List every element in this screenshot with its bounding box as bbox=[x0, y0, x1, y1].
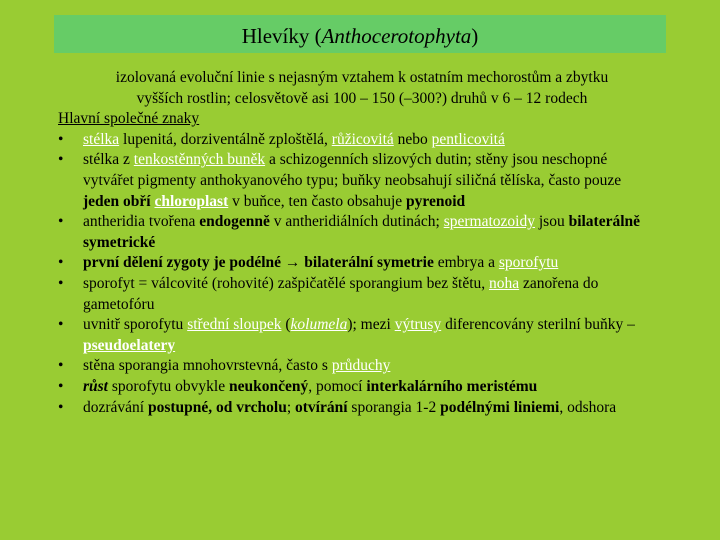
term-link[interactable]: kolumela bbox=[290, 316, 348, 334]
bullet-icon: • bbox=[58, 357, 64, 375]
title-main: Hlevíky ( bbox=[241, 24, 322, 48]
title-latin: Anthocerotophyta bbox=[321, 24, 472, 48]
emphasis-text: podélnými liniemi bbox=[440, 398, 560, 416]
emphasis-text: růst bbox=[83, 377, 108, 395]
intro-line-2: vyšších rostlin; celosvětově asi 100 – 150 (–300?) druhů v 6 – 12 rodech bbox=[136, 89, 588, 107]
emphasis-text: první dělení zygoty je podélné → bilaterální symetrie bbox=[83, 254, 434, 272]
emphasis-text: jeden obří bbox=[83, 192, 151, 210]
term-link[interactable]: střední sloupek bbox=[187, 316, 282, 334]
feature-item bbox=[58, 315, 658, 356]
emphasis-text: otvírání bbox=[295, 398, 348, 416]
term-link[interactable]: pseudoelatery bbox=[83, 336, 176, 354]
term-link[interactable]: sporofytu bbox=[498, 254, 559, 272]
term-link[interactable]: spermatozoidy bbox=[443, 213, 535, 231]
emphasis-text: postupné, od vrcholu bbox=[147, 398, 287, 416]
bullet-icon: • bbox=[58, 316, 64, 334]
term-link[interactable]: chloroplast bbox=[154, 192, 229, 210]
feature-item bbox=[58, 274, 658, 315]
item-text: v antheridiálních dutinách; bbox=[269, 213, 444, 231]
term-link[interactable]: tenkostěnných buněk bbox=[133, 151, 266, 169]
term-link[interactable]: noha bbox=[489, 274, 520, 292]
slide-body bbox=[58, 68, 658, 418]
item-text: embrya a bbox=[433, 254, 499, 272]
term-link[interactable]: výtrusy bbox=[394, 316, 442, 334]
item-text: sporangia 1-2 bbox=[347, 398, 441, 416]
slide-title bbox=[54, 15, 666, 53]
bullet-icon: • bbox=[58, 398, 64, 416]
item-text: antheridia tvořena bbox=[83, 213, 200, 231]
feature-item bbox=[58, 150, 658, 212]
item-text: uvnitř sporofytu bbox=[83, 316, 188, 334]
item-text: nebo bbox=[393, 130, 432, 148]
item-text: jsou bbox=[534, 213, 569, 231]
bullet-icon: • bbox=[58, 254, 64, 272]
bullet-icon: • bbox=[58, 151, 64, 169]
item-text: dozrávání bbox=[83, 398, 148, 416]
item-text: v buňce, ten často obsahuje bbox=[228, 192, 407, 210]
item-text: ; bbox=[286, 398, 295, 416]
feature-list bbox=[58, 130, 658, 418]
emphasis-text: endogenně bbox=[199, 213, 270, 231]
term-link[interactable]: průduchy bbox=[331, 357, 391, 375]
emphasis-text: interkalárního meristému bbox=[366, 377, 538, 395]
item-text: stěna sporangia mnohovrstevná, často s bbox=[83, 357, 332, 375]
feature-item bbox=[58, 212, 658, 253]
item-text: lupenitá, dorziventálně zploštělá, bbox=[119, 130, 332, 148]
item-text: stélka z bbox=[83, 151, 134, 169]
features-heading: Hlavní společné znaky bbox=[58, 110, 200, 128]
feature-item bbox=[58, 356, 658, 377]
title-close: ) bbox=[471, 24, 479, 48]
bullet-icon: • bbox=[58, 274, 64, 292]
feature-item bbox=[58, 253, 658, 274]
feature-item bbox=[58, 130, 658, 151]
emphasis-text: pyrenoid bbox=[406, 192, 466, 210]
item-text: zanořena do gametofóru bbox=[83, 274, 599, 313]
bullet-icon: • bbox=[58, 377, 64, 395]
item-text: sporofytu obvykle bbox=[108, 377, 229, 395]
bullet-icon: • bbox=[58, 130, 64, 148]
item-text: sporofyt = válcovité (rohovité) zašpičatělé sporangium bez štětu, bbox=[83, 274, 490, 292]
feature-item bbox=[58, 377, 658, 398]
emphasis-text: bilaterálně symetrické bbox=[83, 213, 641, 251]
intro-paragraph bbox=[58, 68, 658, 109]
term-link[interactable]: stélka bbox=[83, 130, 120, 148]
term-link[interactable]: pentlicovitá bbox=[431, 130, 505, 148]
feature-item bbox=[58, 398, 658, 419]
term-link[interactable]: růžicovitá bbox=[331, 130, 394, 148]
item-text: diferencovány sterilní buňky – bbox=[441, 316, 635, 334]
bullet-icon: • bbox=[58, 213, 64, 231]
item-text: a schizogenních slizových dutin; stěny jsou neschopné vytvářet pigmenty anthokyanového typu; buňky neobsahují siličná tělíska, často pouze bbox=[83, 151, 622, 189]
emphasis-text: neukončený bbox=[228, 377, 309, 395]
item-text: , odshora bbox=[559, 398, 617, 416]
item-text: ( bbox=[281, 316, 291, 334]
intro-line-1: izolovaná evoluční linie s nejasným vztahem k ostatním mechorostům a zbytku bbox=[115, 69, 609, 86]
item-text: , pomocí bbox=[308, 377, 367, 395]
item-text: ); mezi bbox=[347, 316, 395, 334]
